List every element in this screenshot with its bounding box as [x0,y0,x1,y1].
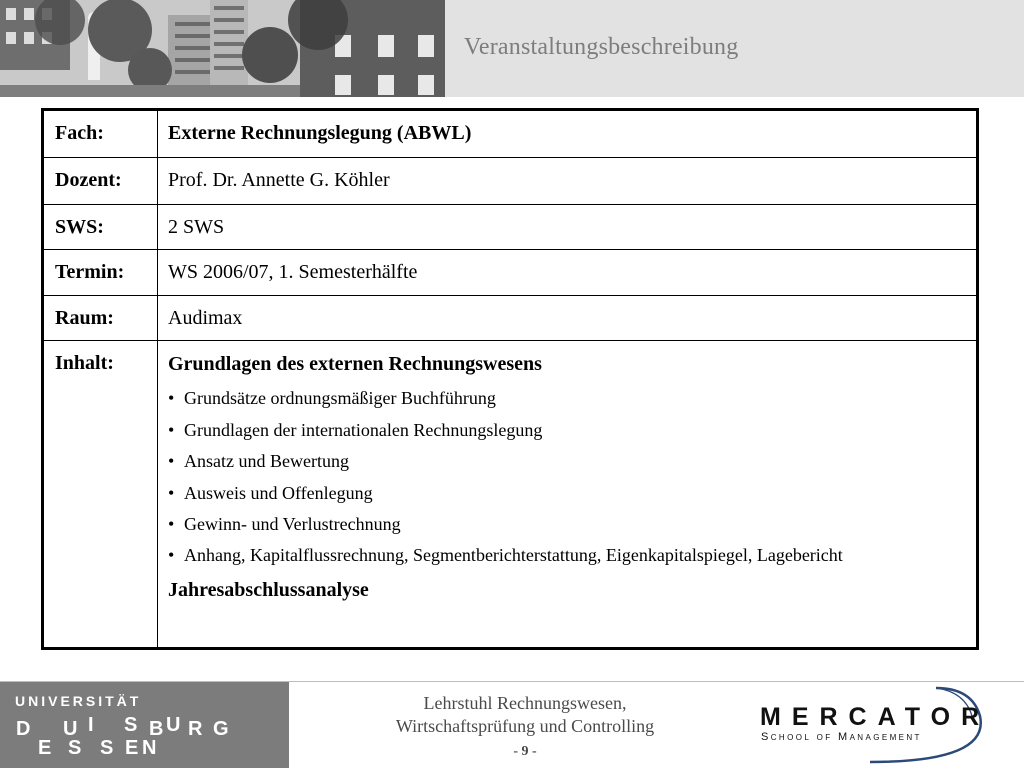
row-label: Raum: [43,296,158,341]
row-label: Dozent: [43,158,158,205]
logo-letter: S [100,737,114,759]
bullet-icon: • [168,544,175,565]
row-label: SWS: [43,205,158,250]
page-number: - 9 - [513,744,537,759]
table-row [43,205,978,250]
logo-letter: N [142,737,157,759]
list-item: • Anhang, Kapitalflussrechnung, Segmentberichterstattung, Eigenkapitalspiegel, Lagebericht [168,541,976,570]
table-row [43,296,978,341]
university-logo [0,682,289,768]
list-item: • Gewinn- und Verlustrechnung [168,509,976,541]
logo-letter: E [38,737,52,759]
sws-value: 2 SWS [158,205,978,250]
row-value [158,110,978,158]
logo-letter: E [125,737,139,759]
university-label: UNIVERSITÄT [15,693,142,709]
logo-letter: S [124,714,138,736]
table-row [43,158,978,205]
page-title: Veranstaltungsbeschreibung [464,34,739,60]
room-value: Audimax [158,296,978,341]
row-label: Inhalt: [43,341,158,649]
bullet-icon: • [168,419,175,440]
bullet-icon: • [168,482,175,503]
logo-letter: B [149,718,164,740]
content-heading: Grundlagen des externen Rechnungswesens [168,353,542,375]
list-item: • Ausweis und Offenlegung [168,478,976,510]
lecturer-value: Prof. Dr. Annette G. Köhler [158,158,978,205]
logo-letter: U [166,714,181,736]
bullet-icon: • [168,388,175,408]
logo-letter: R [188,718,203,740]
mercator-name: MERCATOR [760,703,991,731]
bullet-icon: • [168,514,175,534]
table-row [43,250,978,296]
course-info-table [41,108,979,650]
chair-line-1: Lehrstuhl Rechnungswesen, [423,693,627,713]
content-list [168,383,976,570]
logo-letter: G [213,718,229,740]
list-item: • Ansatz und Bewertung [168,446,976,478]
campus-photo [0,0,445,97]
table-row [43,110,978,158]
header-banner [0,0,1024,97]
date-value: WS 2006/07, 1. Semesterhälfte [158,250,978,296]
chair-line-2: Wirtschaftsprüfung und Controlling [395,716,655,736]
subject-value: Externe Rechnungslegung (ABWL) [168,122,472,144]
logo-letter: U [63,718,78,740]
logo-letter: S [68,737,82,759]
table-row [43,341,978,649]
mercator-logo [740,682,1024,768]
row-label: Termin: [43,250,158,296]
content-cell [158,341,978,649]
logo-letter: D [16,718,31,740]
row-label: Fach: [43,110,158,158]
chair-name [330,692,720,738]
list-item: • Grundsätze ordnungsmäßiger Buchführung [168,383,976,415]
content-heading: Jahresabschlussanalyse [168,578,369,601]
logo-letter: I [88,714,94,736]
list-item: • Grundlagen der internationalen Rechnungslegung [168,415,976,447]
bullet-icon: • [168,451,175,471]
mercator-subtitle: School of Management [761,731,922,743]
